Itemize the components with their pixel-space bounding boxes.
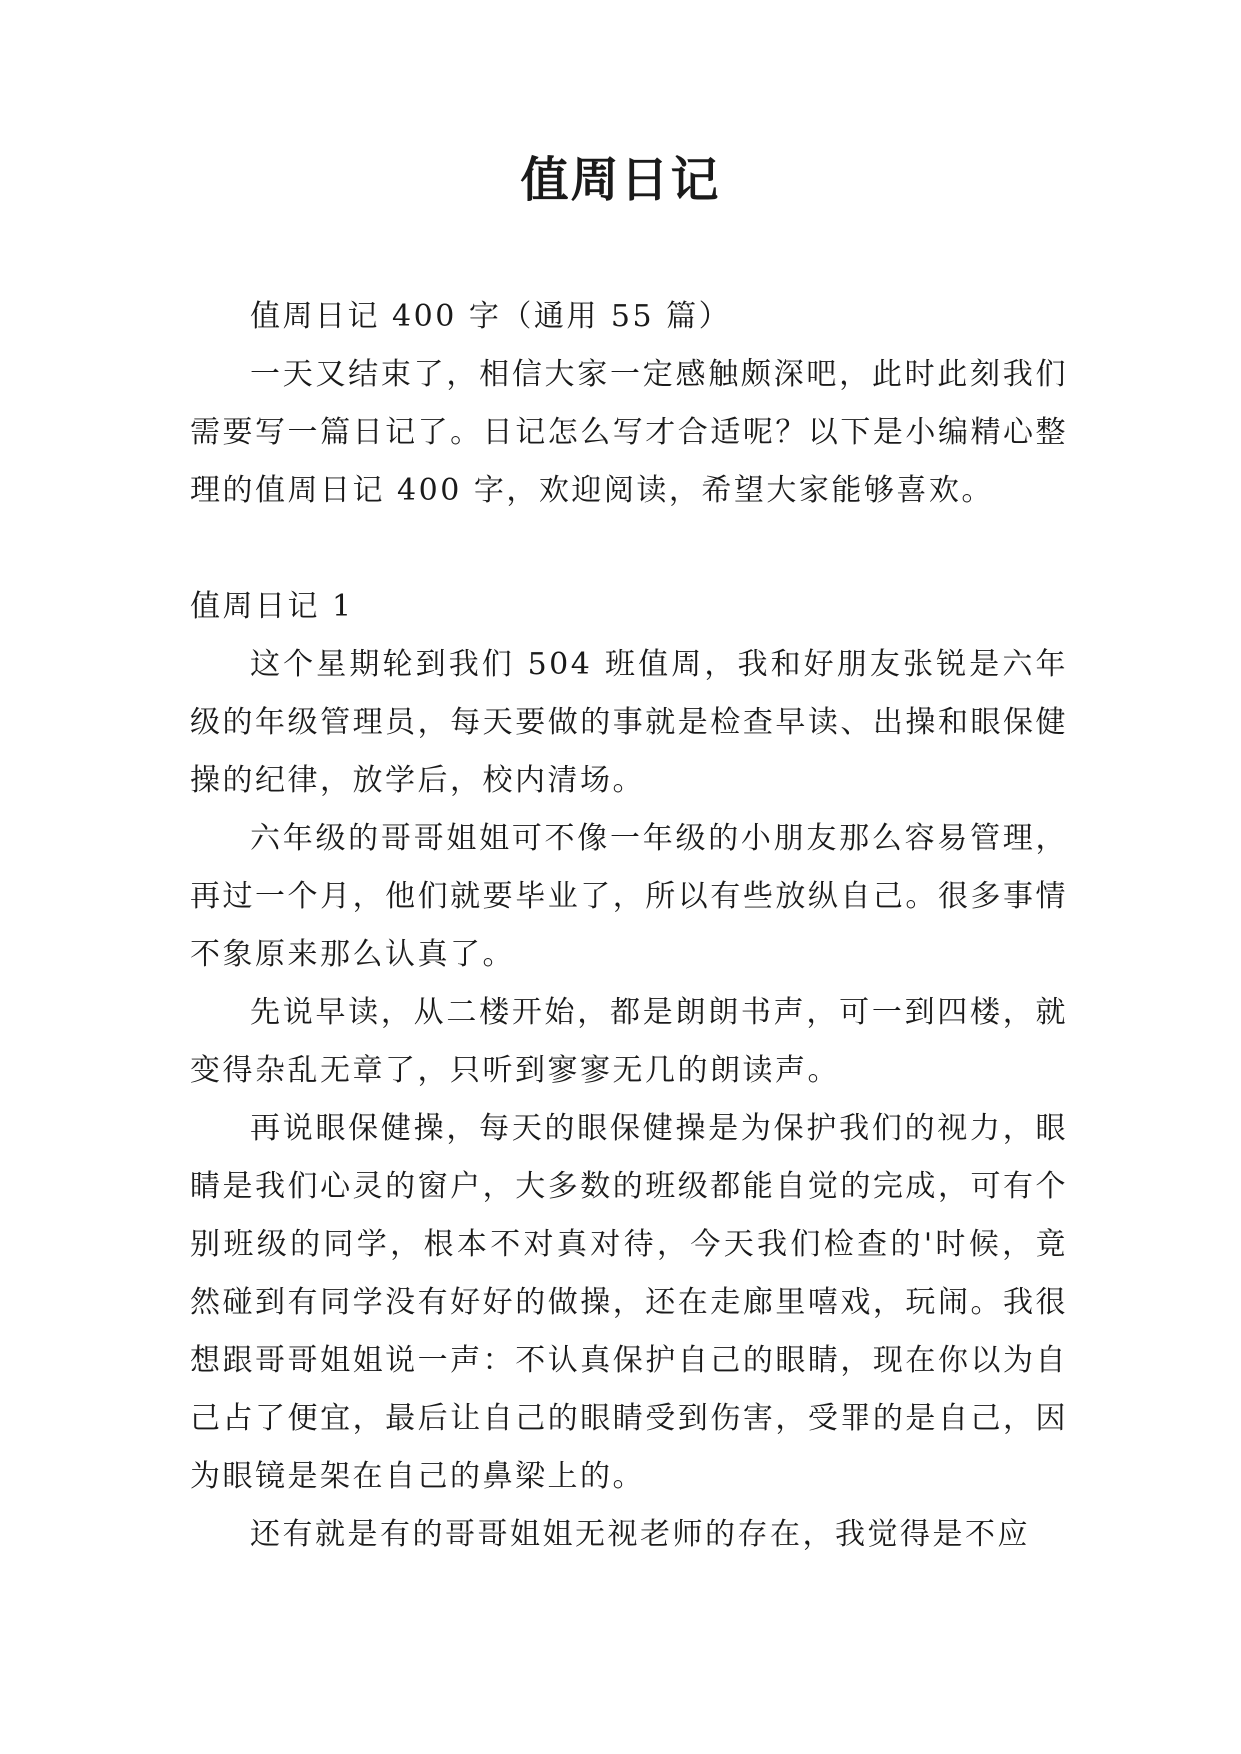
document-subtitle: 值周日记 400 字（通用 55 篇） — [250, 299, 732, 334]
body-paragraph: 这个星期轮到我们 504 班值周，我和好朋友张锐是六年级的年级管理员，每天要做的事就是检查早读、出操和眼保健操的纪律，放学后，校内清场。 — [190, 647, 1068, 798]
body-paragraph: 先说早读，从二楼开始，都是朗朗书声，可一到四楼，就变得杂乱无章了，只听到寥寥无几的朗读声。 — [190, 995, 1068, 1088]
body-paragraph: 还有就是有的哥哥姐姐无视老师的存在，我觉得是不应 — [250, 1517, 1030, 1552]
body-paragraph: 再说眼保健操，每天的眼保健操是为保护我们的视力，眼睛是我们心灵的窗户，大多数的班级都能自觉的完成，可有个别班级的同学，根本不对真对待，今天我们检查的'时候，竟然碰到有同学没有好好的做操，还在走廊里嘻戏，玩闹。我很想跟哥哥姐姐说一声：不认真保护自己的眼睛，现在你以为自己占了便宜，最后让自己的眼睛受到伤害，受罪的是自己，因为眼镜是架在自己的鼻梁上的。 — [190, 1111, 1068, 1494]
section-heading: 值周日记 1 — [190, 589, 354, 624]
document-body — [190, 288, 1068, 1564]
intro-paragraph: 一天又结束了，相信大家一定感触颇深吧，此时此刻我们需要写一篇日记了。日记怎么写才合适呢？以下是小编精心整理的值周日记 400 字，欢迎阅读，希望大家能够喜欢。 — [190, 357, 1068, 508]
document-title: 值周日记 — [520, 152, 721, 208]
body-paragraph: 六年级的哥哥姐姐可不像一年级的小朋友那么容易管理，再过一个月，他们就要毕业了，所以有些放纵自己。很多事情不象原来那么认真了。 — [190, 821, 1068, 972]
